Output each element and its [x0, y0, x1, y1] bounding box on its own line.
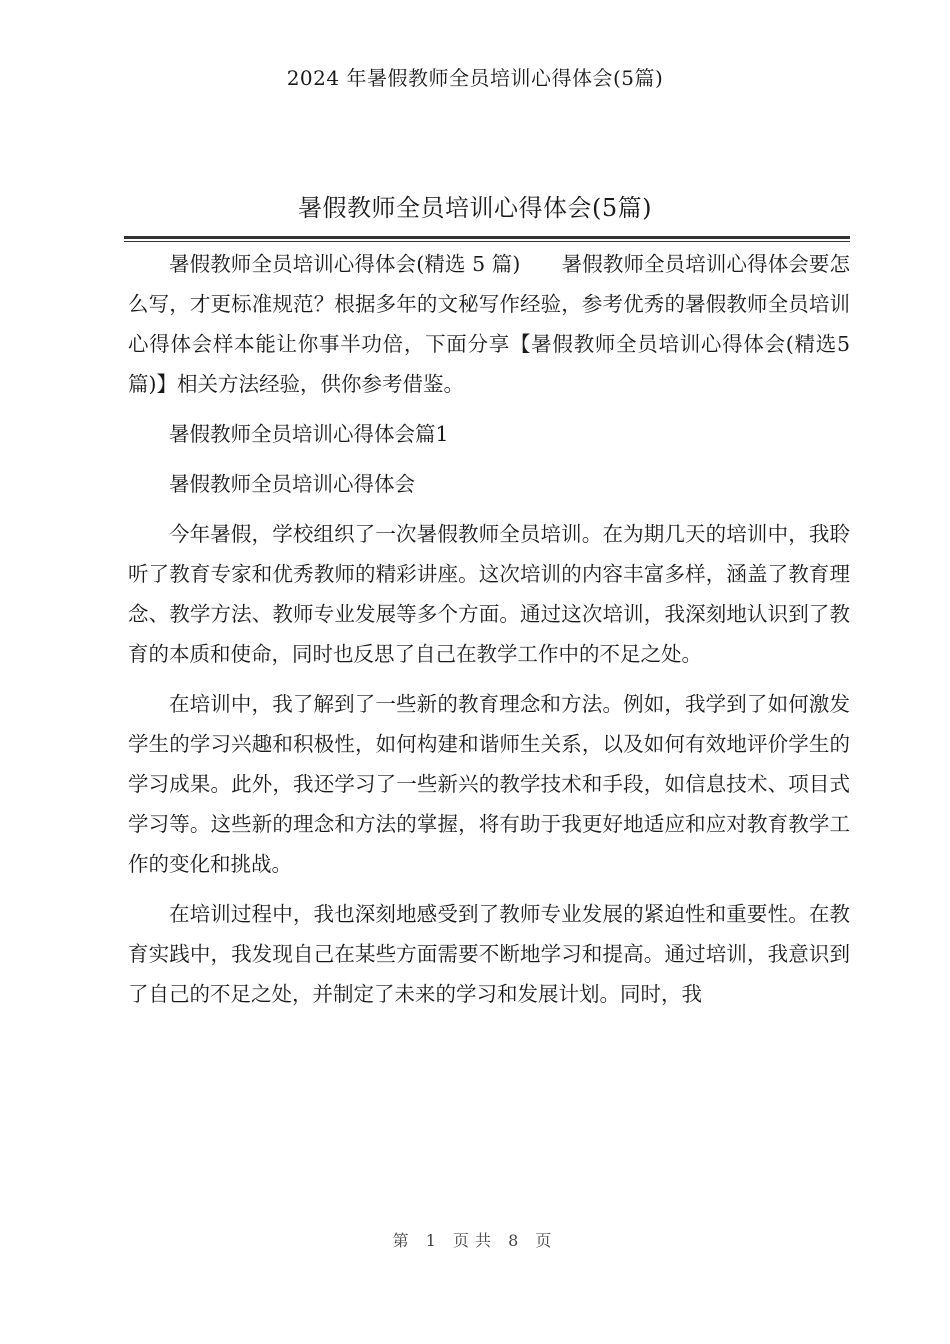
article-title: 暑假教师全员培训心得体会	[169, 472, 415, 496]
document-body	[128, 244, 850, 1024]
running-header: 2024 年暑假教师全员培训心得体会(5篇)	[286, 66, 664, 90]
title-rule-thick	[124, 236, 850, 239]
body-paragraph: 在培训中，我了解到了一些新的教育理念和方法。例如，我学到了如何激发学生的学习兴趣和积极性，如何构建和谐师生关系，以及如何有效地评价学生的学习成果。此外，我还学习了一些新兴的教学技术和手段，如信息技术、项目式学习等。这些新的理念和方法的掌握，将有助于我更好地适应和应对教育教学工作的变化和挑战。	[128, 692, 850, 876]
body-paragraph: 今年暑假，学校组织了一次暑假教师全员培训。在为期几天的培训中，我聆听了教育专家和优秀教师的精彩讲座。这次培训的内容丰富多样，涵盖了教育理念、教学方法、教师专业发展等多个方面。通过这次培训，我深刻地认识到了教育的本质和使命，同时也反思了自己在教学工作中的不足之处。	[128, 522, 850, 666]
section-heading: 暑假教师全员培训心得体会篇1	[169, 422, 449, 446]
page-number: 第 1 页共 8 页	[392, 1231, 558, 1250]
body-paragraph: 在培训过程中，我也深刻地感受到了教师专业发展的紧迫性和重要性。在教育实践中，我发现自己在某些方面需要不断地学习和提高。通过培训，我意识到了自己的不足之处，并制定了未来的学习和发展计划。同时，我	[128, 902, 850, 1006]
document-title: 暑假教师全员培训心得体会(5篇)	[298, 194, 652, 222]
title-rule-thin	[124, 241, 850, 242]
intro-paragraph: 暑假教师全员培训心得体会(精选 5 篇) 暑假教师全员培训心得体会要怎么写，才更标准规范？根据多年的文秘写作经验，参考优秀的暑假教师全员培训心得体会样本能让你事半功倍，下面分享【暑假教师全员培训心得体会(精选5篇)】相关方法经验，供你参考借鉴。	[128, 252, 850, 396]
